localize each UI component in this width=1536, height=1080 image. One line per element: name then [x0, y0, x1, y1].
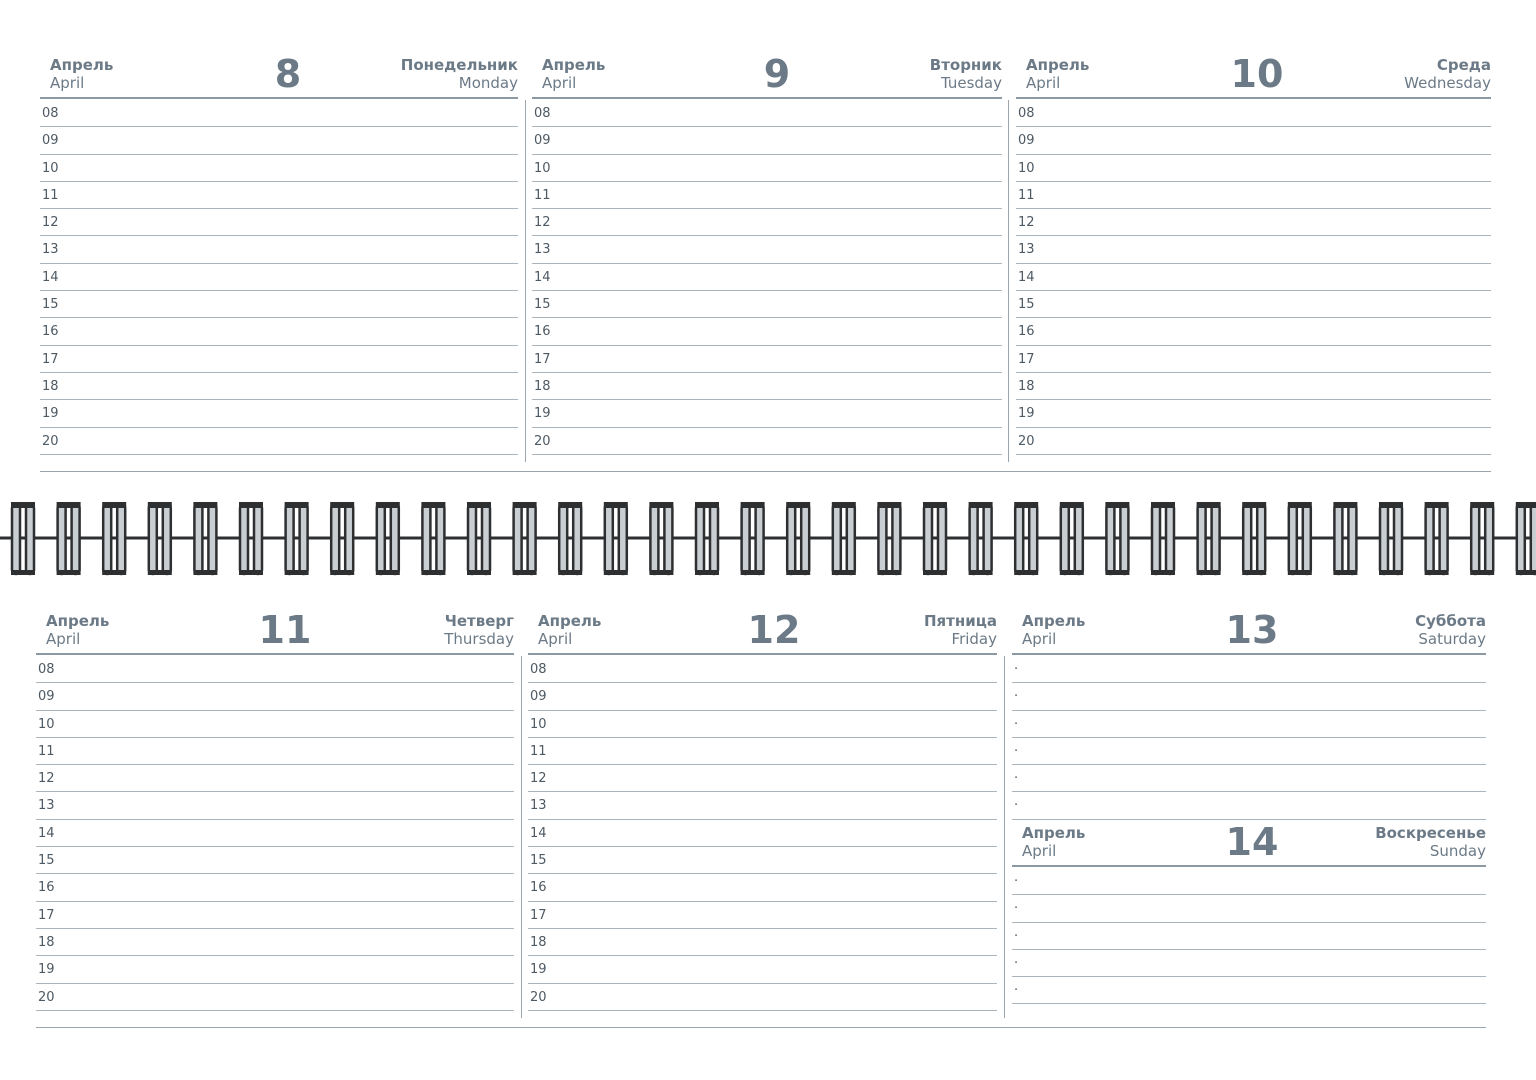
month-en: April	[1022, 842, 1057, 860]
hour-label: 13	[38, 798, 55, 814]
slot-mark: ·	[1014, 743, 1019, 759]
hour-label: 19	[42, 406, 59, 422]
header-rule	[532, 97, 1002, 99]
hour-slot[interactable]	[36, 847, 514, 874]
hour-slot[interactable]	[528, 984, 997, 1011]
hour-label: 18	[38, 934, 55, 950]
hour-slot[interactable]	[1016, 209, 1491, 236]
hour-slot[interactable]	[36, 874, 514, 901]
hour-slot[interactable]	[1016, 318, 1491, 345]
hour-slot[interactable]	[40, 127, 518, 154]
hour-label: 16	[38, 880, 55, 896]
hour-slot[interactable]	[40, 318, 518, 345]
hour-slot[interactable]	[40, 400, 518, 427]
hour-label: 16	[534, 324, 551, 340]
hour-label: 15	[38, 853, 55, 869]
hour-label: 20	[42, 433, 59, 449]
month-en: April	[46, 630, 81, 648]
hour-label: 17	[530, 907, 547, 923]
weekend-slot[interactable]	[1012, 895, 1486, 922]
hour-label: 20	[530, 989, 547, 1005]
hour-label: 12	[38, 771, 55, 787]
hour-slot[interactable]	[528, 683, 997, 710]
hour-label: 16	[42, 324, 59, 340]
hour-slot[interactable]	[532, 373, 1002, 400]
weekend-slot[interactable]	[1012, 868, 1486, 895]
month-en: April	[50, 74, 85, 92]
hour-label: 09	[530, 689, 547, 705]
planner-bottom-page	[0, 590, 1536, 1080]
hour-label: 11	[1018, 187, 1035, 203]
month-en: April	[538, 630, 573, 648]
page-bottom-rule	[40, 471, 1491, 472]
header-rule	[36, 653, 514, 655]
hour-slot[interactable]	[36, 929, 514, 956]
page-bottom-rule	[36, 1027, 1486, 1028]
hour-slot[interactable]	[532, 100, 1002, 127]
weekend-slot[interactable]	[1012, 977, 1486, 1004]
hour-label: 11	[530, 743, 547, 759]
hour-label: 17	[42, 351, 59, 367]
hour-slots	[1016, 100, 1491, 455]
day-header	[528, 608, 997, 654]
hour-slot[interactable]	[532, 264, 1002, 291]
hour-label: 17	[534, 351, 551, 367]
hour-label: 20	[534, 433, 551, 449]
column-divider	[525, 100, 526, 462]
hour-slot[interactable]	[36, 820, 514, 847]
hour-slot[interactable]	[528, 956, 997, 983]
hour-label: 08	[530, 662, 547, 677]
column-divider	[1004, 656, 1005, 1018]
slot-mark: ·	[1014, 901, 1019, 917]
hour-label: 09	[38, 689, 55, 705]
hour-label: 19	[38, 962, 55, 978]
day-header	[36, 608, 514, 654]
hour-label: 15	[534, 297, 551, 313]
slot-mark: ·	[1014, 874, 1019, 889]
weekend-slot[interactable]	[1012, 923, 1486, 950]
hour-slot[interactable]	[528, 874, 997, 901]
weekday-en: Monday	[458, 74, 518, 92]
hour-slot[interactable]	[1016, 428, 1491, 455]
hour-slot[interactable]	[1016, 400, 1491, 427]
hour-slot[interactable]	[40, 346, 518, 373]
day-number: 14	[1225, 820, 1279, 864]
hour-label: 12	[42, 215, 59, 231]
weekend-slot[interactable]	[1012, 792, 1486, 819]
slot-mark: ·	[1014, 662, 1019, 677]
hour-slot[interactable]	[1016, 182, 1491, 209]
column-divider	[1008, 100, 1009, 462]
weekday-ru: Воскресенье	[1375, 824, 1486, 842]
hour-slot[interactable]	[528, 711, 997, 738]
hour-label: 13	[530, 798, 547, 814]
hour-slot[interactable]	[532, 318, 1002, 345]
hour-slot[interactable]	[528, 847, 997, 874]
hour-label: 08	[38, 662, 55, 677]
hour-slot[interactable]	[528, 820, 997, 847]
month-en: April	[1022, 630, 1057, 648]
hour-slot[interactable]	[40, 291, 518, 318]
planner-top-page	[0, 0, 1536, 490]
weekday-ru: Пятница	[924, 612, 997, 630]
weekday-ru: Среда	[1436, 56, 1491, 74]
hour-slot[interactable]	[528, 656, 997, 683]
weekend-slot[interactable]	[1012, 950, 1486, 977]
hour-slot[interactable]	[532, 155, 1002, 182]
header-rule	[1012, 865, 1486, 867]
slot-mark: ·	[1014, 716, 1019, 732]
weekday-ru: Четверг	[444, 612, 514, 630]
hour-label: 20	[1018, 433, 1035, 449]
hour-slots	[532, 100, 1002, 455]
hour-slot[interactable]	[36, 765, 514, 792]
slot-mark: ·	[1014, 955, 1019, 971]
hour-label: 10	[530, 716, 547, 732]
hour-slot[interactable]	[40, 182, 518, 209]
hour-slot[interactable]	[40, 209, 518, 236]
day-header	[532, 52, 1002, 98]
spiral-binding	[0, 490, 1536, 590]
hour-slot[interactable]	[532, 291, 1002, 318]
hour-slot[interactable]	[532, 236, 1002, 263]
weekday-en: Saturday	[1418, 630, 1486, 648]
header-rule	[1012, 653, 1486, 655]
hour-label: 14	[534, 269, 551, 285]
hour-label: 09	[1018, 133, 1035, 149]
header-rule	[40, 97, 518, 99]
hour-slot[interactable]	[532, 209, 1002, 236]
hour-slot[interactable]	[532, 400, 1002, 427]
hour-slot[interactable]	[1016, 373, 1491, 400]
day-number: 11	[258, 608, 312, 652]
hour-slot[interactable]	[36, 711, 514, 738]
day-header	[1012, 608, 1486, 654]
hour-label: 15	[530, 853, 547, 869]
month-ru: Апрель	[1026, 56, 1090, 74]
hour-label: 16	[1018, 324, 1035, 340]
hour-slot[interactable]	[36, 902, 514, 929]
hour-label: 19	[1018, 406, 1035, 422]
hour-label: 11	[38, 743, 55, 759]
hour-slot[interactable]	[40, 428, 518, 455]
hour-slot[interactable]	[40, 373, 518, 400]
month-ru: Апрель	[1022, 824, 1086, 842]
month-ru: Апрель	[542, 56, 606, 74]
hour-label: 14	[530, 825, 547, 841]
weekend-slot[interactable]	[1012, 765, 1486, 792]
hour-slot[interactable]	[1016, 236, 1491, 263]
hour-label: 14	[38, 825, 55, 841]
day-number: 13	[1225, 608, 1279, 652]
day-number: 12	[747, 608, 801, 652]
hour-slot[interactable]	[532, 428, 1002, 455]
weekday-ru: Вторник	[929, 56, 1002, 74]
hour-slot[interactable]	[1016, 100, 1491, 127]
hour-slot[interactable]	[532, 127, 1002, 154]
hour-label: 15	[42, 297, 59, 313]
header-rule	[1016, 97, 1491, 99]
hour-slot[interactable]	[36, 956, 514, 983]
month-en: April	[542, 74, 577, 92]
hour-slot[interactable]	[36, 984, 514, 1011]
day-number: 9	[763, 52, 791, 96]
weekday-ru: Понедельник	[400, 56, 518, 74]
hour-label: 08	[42, 106, 59, 121]
spiral-coil	[1516, 502, 1536, 575]
hour-slots	[528, 656, 997, 1011]
hour-slot[interactable]	[528, 765, 997, 792]
day-header	[1012, 820, 1486, 866]
hour-label: 11	[534, 187, 551, 203]
hour-slot[interactable]	[1016, 291, 1491, 318]
hour-slot[interactable]	[1016, 155, 1491, 182]
weekend-slots	[1012, 656, 1486, 820]
hour-label: 08	[1018, 106, 1035, 121]
weekend-slot[interactable]	[1012, 711, 1486, 738]
weekend-slot[interactable]	[1012, 683, 1486, 710]
hour-label: 10	[42, 160, 59, 176]
hour-label: 18	[1018, 378, 1035, 394]
hour-slot[interactable]	[1016, 127, 1491, 154]
hour-slot[interactable]	[36, 656, 514, 683]
hour-label: 14	[42, 269, 59, 285]
header-rule	[528, 653, 997, 655]
hour-label: 12	[530, 771, 547, 787]
hour-label: 09	[42, 133, 59, 149]
month-ru: Апрель	[538, 612, 602, 630]
hour-slot[interactable]	[528, 902, 997, 929]
hour-label: 08	[534, 106, 551, 121]
hour-slot[interactable]	[36, 792, 514, 819]
hour-slot[interactable]	[1016, 346, 1491, 373]
hour-slots	[40, 100, 518, 455]
month-ru: Апрель	[50, 56, 114, 74]
weekday-en: Wednesday	[1404, 74, 1491, 92]
weekend-slot[interactable]	[1012, 738, 1486, 765]
hour-label: 10	[534, 160, 551, 176]
hour-label: 20	[38, 989, 55, 1005]
hour-label: 18	[530, 934, 547, 950]
weekday-en: Friday	[951, 630, 997, 648]
hour-label: 10	[1018, 160, 1035, 176]
month-ru: Апрель	[1022, 612, 1086, 630]
hour-label: 19	[530, 962, 547, 978]
month-ru: Апрель	[46, 612, 110, 630]
hour-slot[interactable]	[528, 792, 997, 819]
day-number: 8	[274, 52, 302, 96]
hour-label: 17	[38, 907, 55, 923]
hour-slot[interactable]	[528, 738, 997, 765]
weekday-ru: Суббота	[1415, 612, 1486, 630]
hour-label: 17	[1018, 351, 1035, 367]
hour-slot[interactable]	[40, 155, 518, 182]
hour-label: 19	[534, 406, 551, 422]
month-en: April	[1026, 74, 1061, 92]
hour-label: 18	[534, 378, 551, 394]
hour-label: 13	[1018, 242, 1035, 258]
hour-label: 14	[1018, 269, 1035, 285]
hour-slot[interactable]	[40, 236, 518, 263]
slot-mark: ·	[1014, 798, 1019, 814]
hour-slot[interactable]	[40, 264, 518, 291]
hour-slots	[36, 656, 514, 1011]
hour-slot[interactable]	[1016, 264, 1491, 291]
day-number: 10	[1230, 52, 1284, 96]
slot-mark: ·	[1014, 771, 1019, 787]
hour-label: 11	[42, 187, 59, 203]
weekday-en: Thursday	[444, 630, 514, 648]
slot-mark: ·	[1014, 928, 1019, 944]
hour-label: 10	[38, 716, 55, 732]
hour-slot[interactable]	[532, 346, 1002, 373]
hour-slot[interactable]	[36, 683, 514, 710]
hour-label: 18	[42, 378, 59, 394]
weekday-en: Tuesday	[940, 74, 1002, 92]
hour-label: 12	[1018, 215, 1035, 231]
hour-slot[interactable]	[532, 182, 1002, 209]
hour-slot[interactable]	[40, 100, 518, 127]
column-divider	[521, 656, 522, 1018]
weekday-en: Sunday	[1429, 842, 1486, 860]
hour-slot[interactable]	[36, 738, 514, 765]
weekend-slot[interactable]	[1012, 656, 1486, 683]
slot-mark: ·	[1014, 983, 1019, 999]
hour-label: 13	[534, 242, 551, 258]
slot-mark: ·	[1014, 689, 1019, 705]
hour-label: 13	[42, 242, 59, 258]
weekend-slots	[1012, 868, 1486, 1004]
hour-label: 15	[1018, 297, 1035, 313]
hour-label: 09	[534, 133, 551, 149]
hour-slot[interactable]	[528, 929, 997, 956]
day-header	[40, 52, 518, 98]
day-header	[1016, 52, 1491, 98]
hour-label: 16	[530, 880, 547, 896]
hour-label: 12	[534, 215, 551, 231]
